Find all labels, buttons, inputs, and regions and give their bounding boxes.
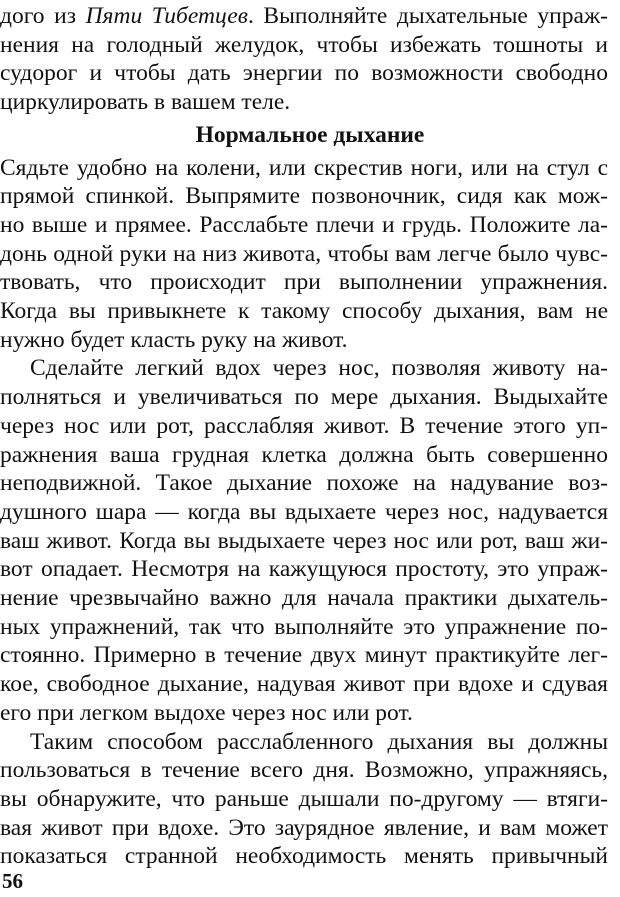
paragraph-1-line: донь одной руки на низ живота, чтобы вам легче было чувс- xyxy=(0,240,608,267)
intro-line-4: циркулировать в вашем теле. xyxy=(0,89,291,116)
book-title-italic: Пяти Тибетцев xyxy=(85,3,248,29)
section-heading: Нормальное дыхание xyxy=(195,121,425,148)
page-number: 56 xyxy=(2,869,23,893)
paragraph-3-line: пользоваться в течение всего дня. Возможно, упражняясь, xyxy=(0,757,608,784)
paragraph-2-line: ных упражнений, так что выполняйте это упражнение по- xyxy=(0,613,608,640)
paragraph-1-line: Когда вы привыкнете к такому способу дыхания, вам не xyxy=(0,298,608,324)
intro-line-1 xyxy=(0,2,608,31)
intro-line-1-prefix: дого из xyxy=(0,3,86,29)
paragraph-1-line: Сядьте удобно на колени, или скрестив ноги, или на стул с xyxy=(0,154,608,181)
paragraph-2-line: его при легком выдохе через нос или рот. xyxy=(0,699,413,726)
paragraph-2-line: стоянно. Примерно в течение двух минут практикуйте лег- xyxy=(0,642,608,669)
paragraph-3-line: вы обнаружите, что раньше дышали по-другому — втяги- xyxy=(0,785,608,812)
paragraph-2-line: кое, свободное дыхание, надувая живот при вдохе и сдувая xyxy=(0,671,608,698)
paragraph-2-line: нение чрезвычайно важно для начала практики дыхатель- xyxy=(0,585,608,611)
paragraph-2-line: душного шара — когда вы вдыхаете через нос, надувается xyxy=(0,498,608,525)
paragraph-1-line: нужно будет класть руку на живот. xyxy=(0,326,348,353)
paragraph-2-line: Сделайте легкий вдох через нос, позволяя животу на- xyxy=(30,355,608,382)
paragraph-3-line: показаться странной необходимость менять привычный xyxy=(0,843,608,870)
paragraph-1-line: твовать, что происходит при выполнении упражнения. xyxy=(0,269,608,296)
paragraph-2-line: неподвижной. Такое дыхание похоже на надувание воз- xyxy=(0,470,608,497)
paragraph-2-line: вот опадает. Несмотря на кажущуюся простоту, это упраж- xyxy=(0,556,608,583)
paragraph-3-line: вая живот при вдохе. Это заурядное явление, и вам может xyxy=(0,814,608,841)
intro-line-1-suffix: . Выполняйте дыхательные упраж- xyxy=(247,3,609,29)
paragraph-2-line: ваш живот. Когда вы выдыхаете через нос или рот, ваш жи- xyxy=(0,527,608,554)
intro-line-2: нения на голодный желудок, чтобы избежать тошноты и xyxy=(0,31,608,58)
intro-line-3: судорог и чтобы дать энергии по возможности свободно xyxy=(0,60,608,87)
paragraph-2-line: через нос или рот, расслабляя живот. В течение этого уп- xyxy=(0,412,608,439)
paragraph-1-line: но выше и прямее. Расслабьте плечи и грудь. Положите ла- xyxy=(0,211,608,238)
paragraph-2-line: полняться и увеличиваться по мере дыхания. Выдыхайте xyxy=(0,384,608,411)
paragraph-3-line: Таким способом расслабленного дыхания вы должны xyxy=(30,728,608,755)
paragraph-1-line: прямой спинкой. Выпрямите позвоночник, сидя как мож- xyxy=(0,183,608,210)
paragraph-2-line: ражнения ваша грудная клетка должна быть совершенно xyxy=(0,441,608,468)
